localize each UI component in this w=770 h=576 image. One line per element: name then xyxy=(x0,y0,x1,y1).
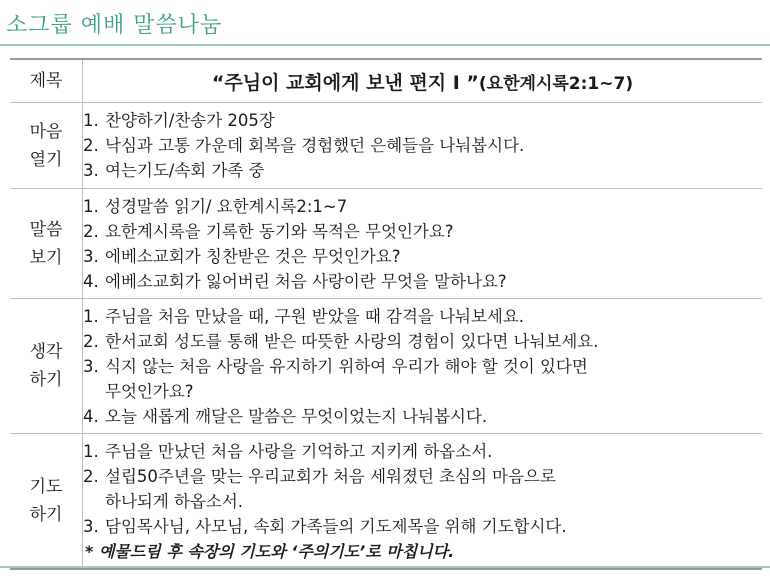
list-item: 1. 찬양하기/찬송가 205장 xyxy=(83,111,275,130)
title-label: 제목 xyxy=(10,59,83,103)
closing-note: * 예물드림 후 속장의 기도와 ‘주의기도’로 마칩니다. xyxy=(85,541,455,561)
title-row xyxy=(10,59,762,103)
list-item: 4. 에베소교회가 잃어버린 처음 사랑이란 무엇을 말하나요? xyxy=(83,271,507,291)
scripture-reference: (요한계시록2:1~7) xyxy=(478,73,634,94)
title-cell xyxy=(83,59,763,103)
section-row xyxy=(10,103,762,189)
list-item: 1. 주님을 처음 만났을 때, 구원 받았을 때 감격을 나눠보세요. xyxy=(83,306,525,326)
list-item: 1. 성경말씀 읽기/ 요한계시록2:1~7 xyxy=(83,196,348,216)
list-item: 2. 한서교회 성도를 통해 받은 따뜻한 사랑의 경험이 있다면 나눠보세요. xyxy=(83,331,599,351)
item-list xyxy=(83,194,762,294)
bottom-divider xyxy=(0,566,770,568)
list-item: 2. 설립50주년을 맞는 우리교회가 처음 세워졌던 초심의 마음으로 하나되게 하옵소서. xyxy=(83,466,556,511)
section-content xyxy=(83,189,763,299)
list-item: 3. 식지 않는 처음 사랑을 유지하기 위하여 우리가 해야 할 것이 있다면 무엇인가요? xyxy=(83,356,588,401)
list-item: 2. 요한계시록을 기록한 동기와 목적은 무엇인가요? xyxy=(83,221,454,241)
item-list xyxy=(83,108,762,183)
sermon-title: “주님이 교회에게 보낸 편지 I ” xyxy=(211,71,479,94)
list-item: 3. 여는기도/속회 가족 중 xyxy=(83,161,265,180)
list-item: 3. 담임목사님, 사모님, 속회 가족들의 기도제목을 위해 기도합시다. xyxy=(83,516,567,536)
list-item: 2. 낙심과 고통 가운데 회복을 경험했던 은혜들을 나눠봅시다. xyxy=(83,136,525,155)
section-label: 마음 열기 xyxy=(10,103,83,189)
section-label: 생각 하기 xyxy=(10,299,83,434)
item-list xyxy=(83,304,762,429)
section-row xyxy=(10,299,762,434)
list-item: 4. 오늘 새롭게 깨달은 말씀은 무엇이었는지 나눠봅시다. xyxy=(83,406,488,426)
section-content xyxy=(83,103,763,189)
section-content xyxy=(83,434,763,570)
item-list xyxy=(83,439,762,539)
sharing-sheet-table xyxy=(10,58,762,570)
page-heading: 소그룹 예배 말씀나눔 xyxy=(6,13,223,38)
section-row xyxy=(10,434,762,570)
section-row xyxy=(10,189,762,299)
top-divider xyxy=(0,44,770,46)
section-label: 기도 하기 xyxy=(10,434,83,570)
list-item: 1. 주님을 만났던 처음 사랑을 기억하고 지키게 하옵소서. xyxy=(83,441,493,461)
list-item: 3. 에베소교회가 칭찬받은 것은 무엇인가요? xyxy=(83,246,401,266)
section-content xyxy=(83,299,763,434)
section-label: 말씀 보기 xyxy=(10,189,83,299)
